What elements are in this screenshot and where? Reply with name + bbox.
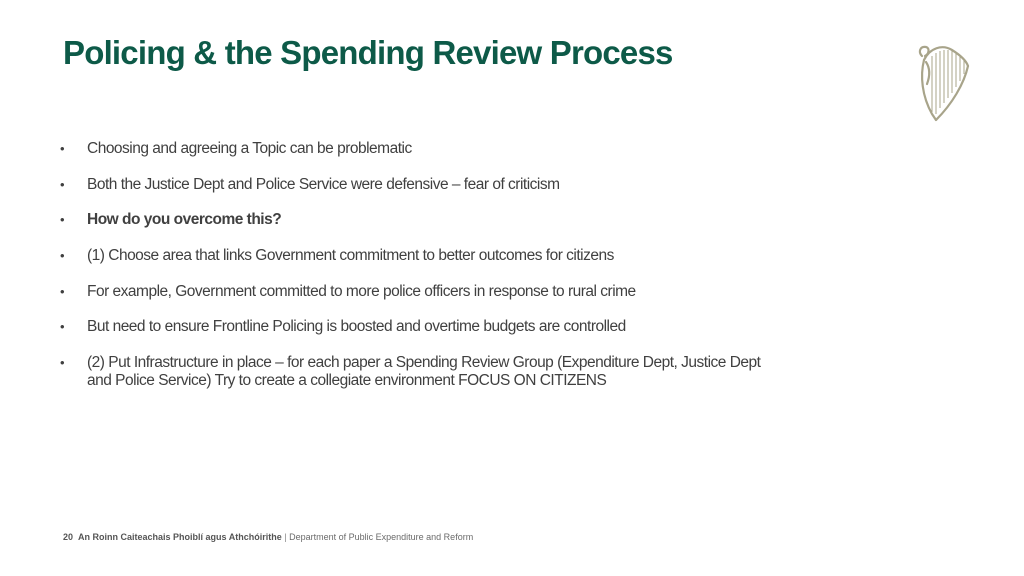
bullet-text: (1) Choose area that links Government commitment to better outcomes for citizens: [87, 247, 614, 265]
bullet-text: (2) Put Infrastructure in place – for each paper a Spending Review Group (Expenditure Dept, Justice Dept and Police Service) Try to create a collegiate environment FOCUS ON CITIZENS: [87, 354, 761, 390]
bullet-text: But need to ensure Frontline Policing is boosted and overtime budgets are controlled: [87, 318, 626, 336]
footer: [63, 532, 473, 542]
page-number: 20: [63, 532, 74, 542]
bullet-item: [60, 176, 780, 194]
bullet-marker: •: [60, 248, 65, 264]
page-title: Policing & the Spending Review Process: [63, 34, 673, 71]
bullet-item: [60, 247, 780, 265]
bullet-text: Choosing and agreeing a Topic can be problematic: [87, 140, 412, 157]
bullet-item: [60, 318, 780, 336]
bullet-marker: •: [60, 355, 65, 371]
bullet-list: [60, 140, 780, 408]
bullet-text: How do you overcome this?: [87, 211, 282, 229]
department-name-irish: An Roinn Caiteachais Phoiblí agus Athchóirithe: [78, 532, 282, 542]
bullet-text: Both the Justice Dept and Police Service were defensive – fear of criticism: [87, 175, 560, 193]
bullet-marker: •: [60, 283, 65, 299]
footer-separator: |: [284, 532, 287, 542]
department-name-english: Department of Public Expenditure and Reform: [289, 532, 474, 542]
bullet-marker: •: [60, 212, 65, 228]
bullet-item: [60, 211, 780, 229]
bullet-item: [60, 140, 780, 158]
bullet-item: [60, 283, 780, 301]
bullet-item: [60, 354, 780, 390]
bullet-marker: •: [60, 319, 65, 335]
harp-emblem-icon: [914, 42, 972, 124]
bullet-marker: •: [60, 141, 65, 156]
bullet-text: For example, Government committed to more police officers in response to rural crime: [87, 282, 636, 300]
bullet-marker: •: [60, 176, 65, 192]
